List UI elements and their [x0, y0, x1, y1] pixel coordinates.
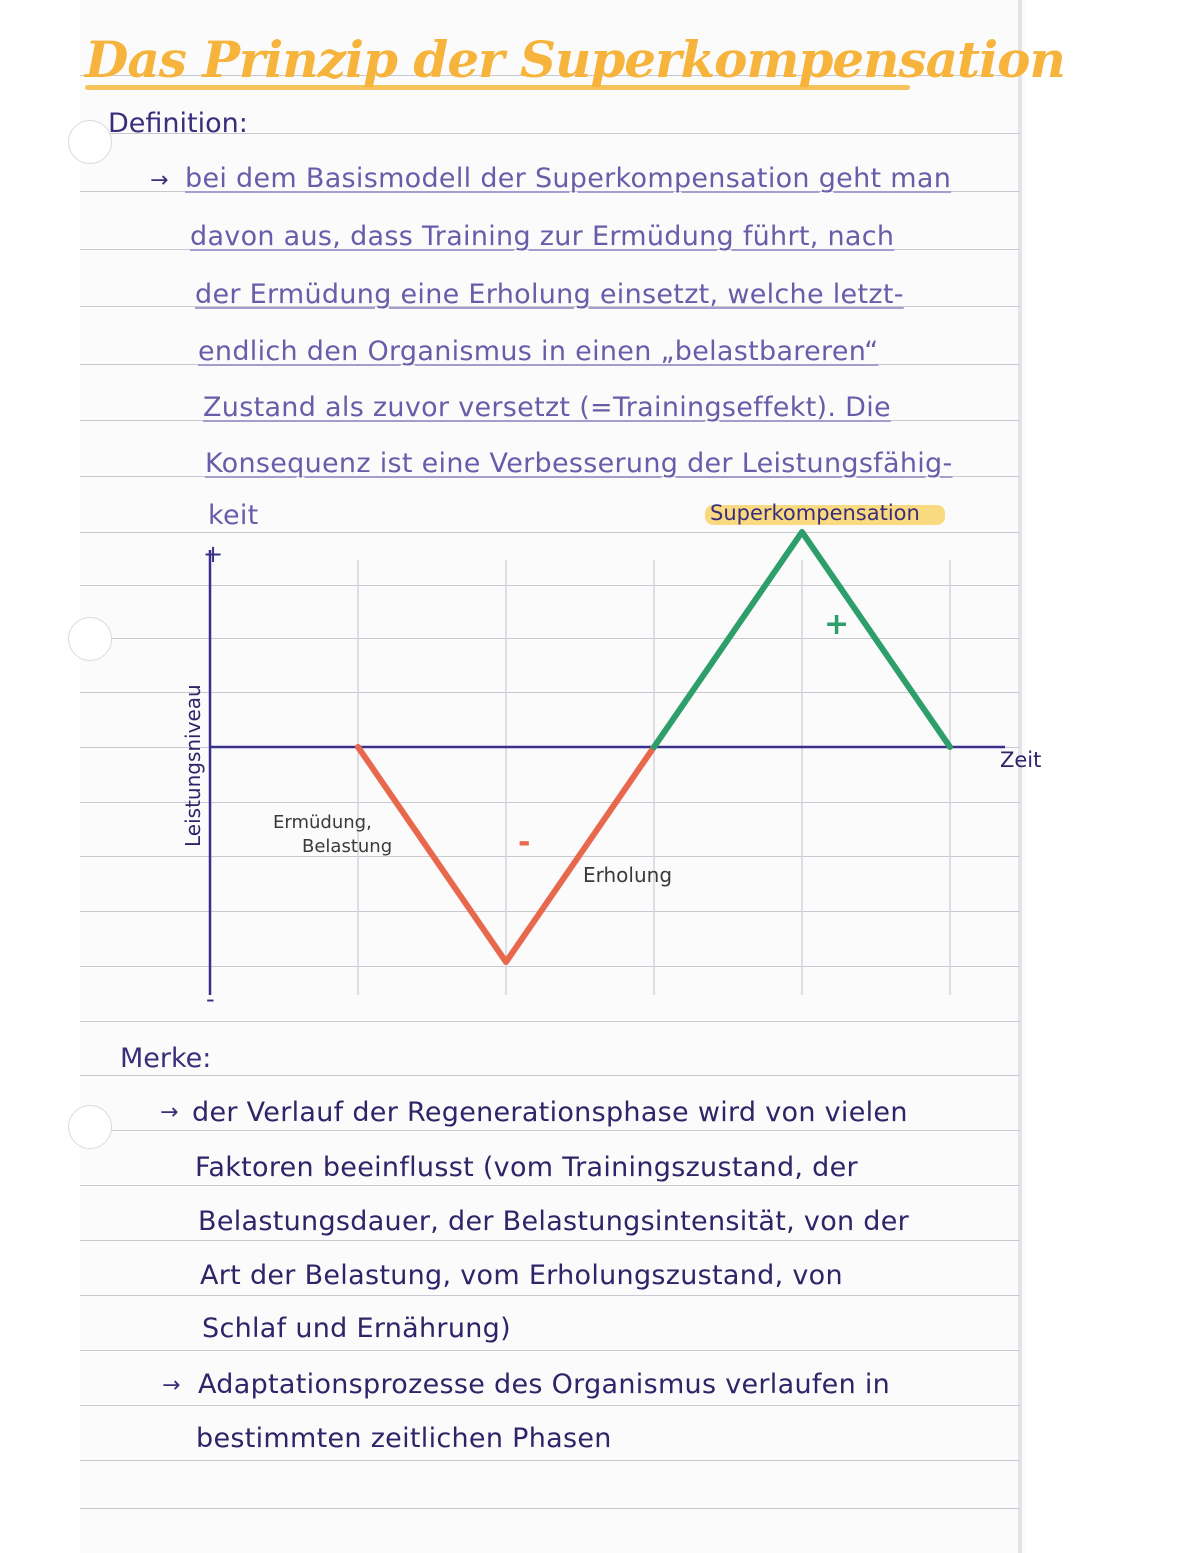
- punch-hole-bottom: [68, 1105, 112, 1149]
- plus-sign: +: [824, 607, 850, 642]
- supercompensation-label: Superkompensation: [710, 501, 920, 525]
- merke-line: der Verlauf der Regenerationsphase wird von vielen: [192, 1097, 908, 1128]
- punch-hole-middle: [68, 617, 112, 661]
- x-axis-label: Zeit: [1000, 748, 1042, 772]
- merke-line: Art der Belastung, vom Erholungszustand, von: [200, 1260, 843, 1291]
- arrow-icon: →: [150, 168, 169, 193]
- definition-heading: Definition:: [108, 108, 248, 139]
- chart-labels: [181, 501, 1041, 1010]
- definition-line: keit: [208, 500, 259, 531]
- chart-axes: [210, 550, 1005, 995]
- merke-line: Belastungsdauer, der Belastungsintensität, von der: [198, 1206, 910, 1237]
- definition-line: davon aus, dass Training zur Ermüdung führt, nach: [190, 221, 895, 252]
- y-plus-label: +: [203, 540, 224, 568]
- arrow-icon: →: [162, 1373, 181, 1398]
- superkompensation-chart: [165, 490, 1045, 1010]
- definition-line: der Ermüdung eine Erholung einsetzt, welche letzt-: [195, 279, 904, 310]
- punch-hole-top: [68, 120, 112, 164]
- merke-line: Faktoren beeinflusst (vom Trainingszustand, der: [195, 1152, 858, 1183]
- definition-line: Konsequenz ist eine Verbesserung der Leistungsfähig-: [205, 448, 953, 479]
- definition-line: bei dem Basismodell der Superkompensation geht man: [185, 163, 952, 194]
- y-minus-label: -: [206, 985, 215, 1010]
- minus-sign: -: [518, 825, 531, 860]
- arrow-icon: →: [160, 1100, 179, 1125]
- load-label: Belastung: [302, 836, 393, 857]
- recovery-label: Erholung: [583, 863, 673, 887]
- merke-line: bestimmten zeitlichen Phasen: [196, 1423, 612, 1454]
- merke-heading: Merke:: [120, 1043, 212, 1074]
- definition-line: Zustand als zuvor versetzt (=Trainingseffekt). Die: [203, 392, 891, 423]
- definition-line: endlich den Organismus in einen „belastbareren“: [198, 336, 879, 367]
- merke-line: Schlaf und Ernährung): [202, 1313, 511, 1344]
- y-axis-label: Leistungsniveau: [181, 684, 205, 847]
- chart-grid: [358, 560, 1045, 995]
- page-title: Das Prinzip der Superkompensation: [85, 30, 1065, 89]
- merke-line: Adaptationsprozesse des Organismus verlaufen in: [198, 1369, 891, 1400]
- fatigue-label: Ermüdung,: [273, 812, 372, 833]
